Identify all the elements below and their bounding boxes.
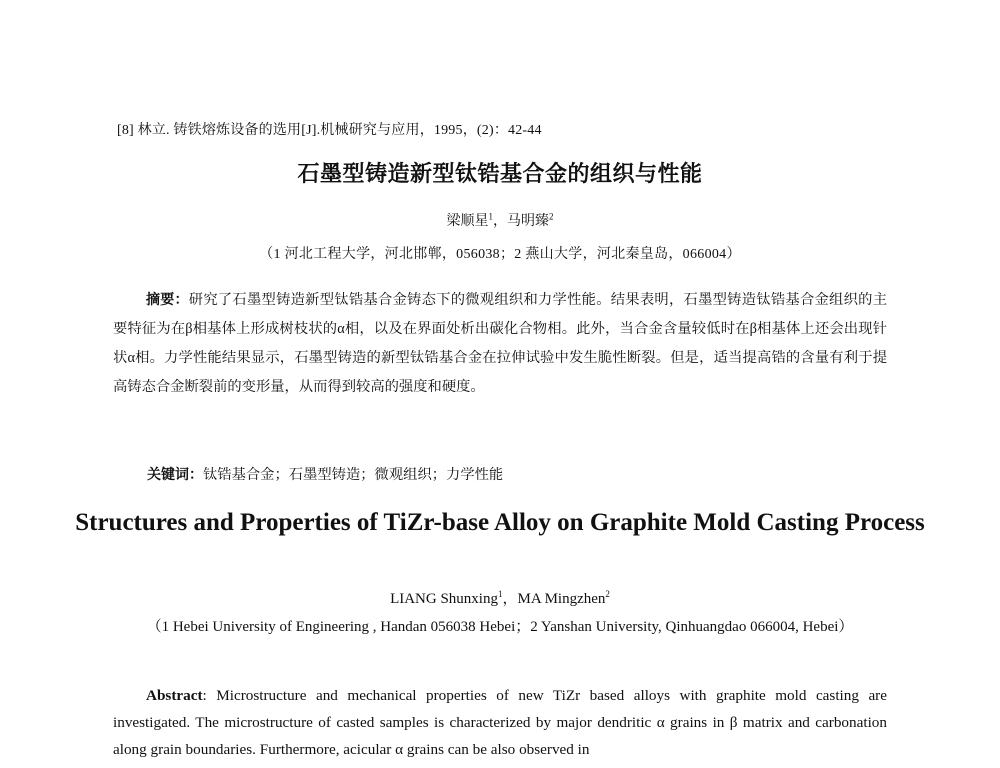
english-abstract-text: Microstructure and mechanical properties of new TiZr based alloys with graphite mold casting are investigated. The microstructure of casted samples is characterized by major dendritic α grains in β matrix and carbonation along grain boundaries. Furthermore, acicular α grains can be also observed in (113, 687, 887, 758)
chinese-author-separator: ， (493, 214, 507, 229)
chinese-abstract-label: 摘要： (146, 292, 189, 308)
english-author-separator: ， (502, 591, 518, 607)
chinese-author-2: 马明臻 (507, 214, 549, 229)
english-title: Structures and Properties of TiZr-base Alloy on Graphite Mold Casting Process (75, 509, 925, 536)
english-author-2: MA Mingzhen (517, 591, 606, 607)
english-abstract (113, 682, 887, 763)
chinese-keywords (147, 464, 503, 484)
chinese-abstract-text: 研究了石墨型铸造新型钛锆基合金铸态下的微观组织和力学性能。结果表明，石墨型铸造钛锆基合金组织的主要特征为在β相基体上形成树枝状的α相，以及在界面处析出碳化合物相。此外，当合金含量较低时在β相基体上还会出现针状α相。力学性能结果显示，石墨型铸造的新型钛锆基合金在拉伸试验中发生脆性断裂。但是，适当提高锆的含量有利于提高铸态合金断裂前的变形量，从而得到较高的强度和硬度。 (113, 292, 887, 395)
english-author-2-affil-mark: 2 (605, 589, 610, 599)
english-abstract-label: Abstract (146, 687, 203, 704)
chinese-keywords-label: 关键词： (147, 467, 203, 483)
chinese-title: 石墨型铸造新型钛锆基合金的组织与性能 (297, 162, 703, 187)
reference-entry: [8] 林立. 铸铁熔炼设备的选用[J].机械研究与应用，1995，(2)：42-44 (117, 123, 542, 138)
chinese-keywords-text: 钛锆基合金；石墨型铸造；微观组织；力学性能 (203, 467, 504, 483)
chinese-abstract (113, 286, 887, 402)
english-author-1: LIANG Shunxing (390, 591, 498, 607)
chinese-authors (0, 210, 1000, 230)
chinese-author-1: 梁顺星 (446, 214, 489, 229)
english-affiliations: （1 Hebei University of Engineering , Handan 056038 Hebei；2 Yanshan University, Qinhuangdao 066004, Hebei） (146, 619, 854, 635)
english-author-1-affil-mark: 1 (497, 589, 503, 599)
english-authors (0, 587, 1000, 608)
chinese-author-2-affil-mark: 2 (549, 211, 554, 222)
chinese-author-1-affil-mark: 1 (488, 211, 493, 222)
chinese-affiliations: （1 河北工程大学，河北邯郸，056038；2 燕山大学，河北秦皇岛，066004） (259, 247, 741, 262)
english-abstract-colon: : (202, 687, 217, 704)
